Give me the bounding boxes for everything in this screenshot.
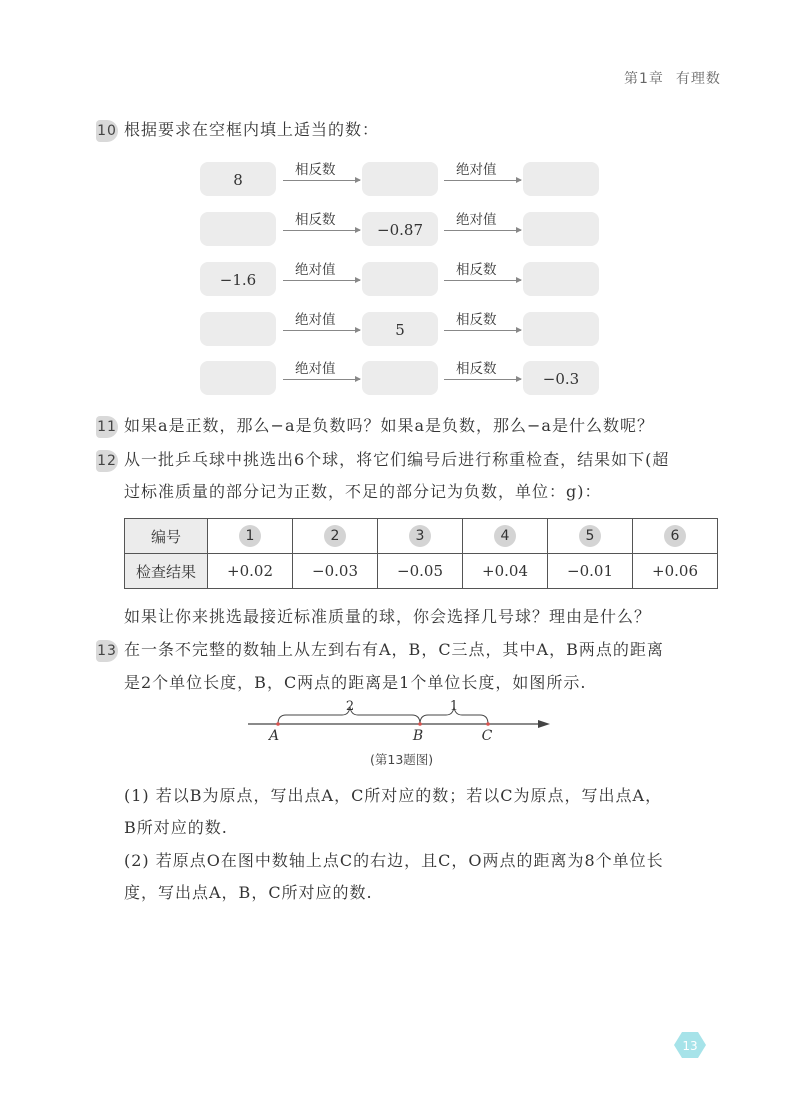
arrow-icon [283, 230, 360, 231]
subquestion-1-line1: (1) 若以B为原点，写出点A，C所对应的数；若以C为原点，写出点A， [124, 786, 663, 805]
question-text-line1: 从一批乒乓球中挑选出6个球，将它们编号后进行称重检查，结果如下(超 [124, 450, 670, 469]
table-header: 检查结果 [125, 554, 208, 589]
question-10 [96, 117, 379, 142]
subquestion-2-line2: 度，写出点A，B，C所对应的数. [124, 883, 373, 902]
distance-bc-label: 1 [449, 699, 459, 714]
answer-box: 8 [200, 162, 276, 196]
answer-box [200, 212, 276, 246]
ball-id: 4 [494, 525, 516, 547]
operation-label: 绝对值 [456, 212, 497, 228]
operation-label: 相反数 [456, 312, 497, 328]
question-12-followup: 如果让你来挑选最接近标准质量的球，你会选择几号球？理由是什么？ [124, 607, 652, 626]
distance-ab-label: 2 [345, 699, 355, 714]
table-cell: −0.03 [293, 554, 378, 589]
arrow-icon [444, 280, 521, 281]
answer-box: −1.6 [200, 262, 276, 296]
label-b: B [412, 728, 424, 744]
question-text: 如果a是正数，那么−a是负数吗？如果a是负数，那么−a是什么数呢？ [124, 416, 654, 435]
subquestion-1-line2: B所对应的数. [124, 818, 228, 837]
table-cell: +0.02 [208, 554, 293, 589]
ball-id: 6 [664, 525, 686, 547]
question-number: 12 [96, 450, 118, 472]
table-cell: −0.05 [378, 554, 463, 589]
page-number: 13 [682, 1039, 698, 1053]
operation-label: 绝对值 [295, 312, 336, 328]
point-a [276, 722, 280, 726]
answer-box [523, 162, 599, 196]
number-line-figure [240, 696, 560, 746]
arrow-icon [444, 330, 521, 331]
operation-label: 相反数 [295, 162, 336, 178]
page-number-badge [673, 1030, 707, 1060]
answer-box [200, 312, 276, 346]
arrow-icon [444, 230, 521, 231]
axis-arrow-icon [538, 720, 550, 728]
question-text: 根据要求在空框内填上适当的数： [124, 120, 380, 139]
table-cell: +0.04 [463, 554, 548, 589]
arrow-icon [283, 280, 360, 281]
ball-id: 2 [324, 525, 346, 547]
operation-label: 绝对值 [295, 361, 336, 377]
point-b [418, 722, 422, 726]
subquestion-2-line1: (2) 若原点O在图中数轴上点C的右边，且C，O两点的距离为8个单位长 [124, 851, 664, 870]
answer-box [362, 361, 438, 395]
question-12 [96, 447, 669, 472]
table-cell: −0.01 [548, 554, 633, 589]
label-a: A [268, 728, 280, 744]
label-c: C [481, 728, 493, 744]
running-header [624, 68, 721, 88]
answer-box [523, 262, 599, 296]
table-header: 编号 [125, 519, 208, 554]
figure-caption: (第13题图) [370, 752, 434, 767]
answer-box: 5 [362, 312, 438, 346]
answer-box [200, 361, 276, 395]
question-number: 11 [96, 416, 118, 438]
table-cell: +0.06 [633, 554, 718, 589]
question-text-line1: 在一条不完整的数轴上从左到右有A，B，C三点，其中A，B两点的距离 [124, 640, 664, 659]
answer-box [523, 212, 599, 246]
operation-label: 相反数 [456, 361, 497, 377]
table-row [125, 519, 718, 554]
results-table [124, 518, 718, 589]
question-text-line2: 是2个单位长度，B，C两点的距离是1个单位长度，如图所示. [124, 673, 587, 692]
operation-label: 相反数 [456, 262, 497, 278]
arrow-icon [444, 180, 521, 181]
arrow-icon [283, 330, 360, 331]
arrow-icon [283, 379, 360, 380]
question-number: 13 [96, 640, 118, 662]
arrow-icon [444, 379, 521, 380]
chapter-label: 第1章 [624, 71, 664, 87]
ball-id: 5 [579, 525, 601, 547]
arrow-icon [283, 180, 360, 181]
operation-label: 绝对值 [456, 162, 497, 178]
question-text-line2: 过标准质量的部分记为正数，不足的部分记为负数，单位：g)： [124, 482, 602, 501]
chapter-title: 有理数 [675, 71, 721, 87]
ball-id: 3 [409, 525, 431, 547]
answer-box [523, 312, 599, 346]
answer-box: −0.3 [523, 361, 599, 395]
point-c [486, 722, 490, 726]
table-row [125, 554, 718, 589]
question-number: 10 [96, 120, 118, 142]
ball-id: 1 [239, 525, 261, 547]
operation-label: 相反数 [295, 212, 336, 228]
question-11 [96, 413, 654, 438]
question-13 [96, 637, 664, 662]
answer-box [362, 162, 438, 196]
answer-box [362, 262, 438, 296]
answer-box: −0.87 [362, 212, 438, 246]
operation-label: 绝对值 [295, 262, 336, 278]
